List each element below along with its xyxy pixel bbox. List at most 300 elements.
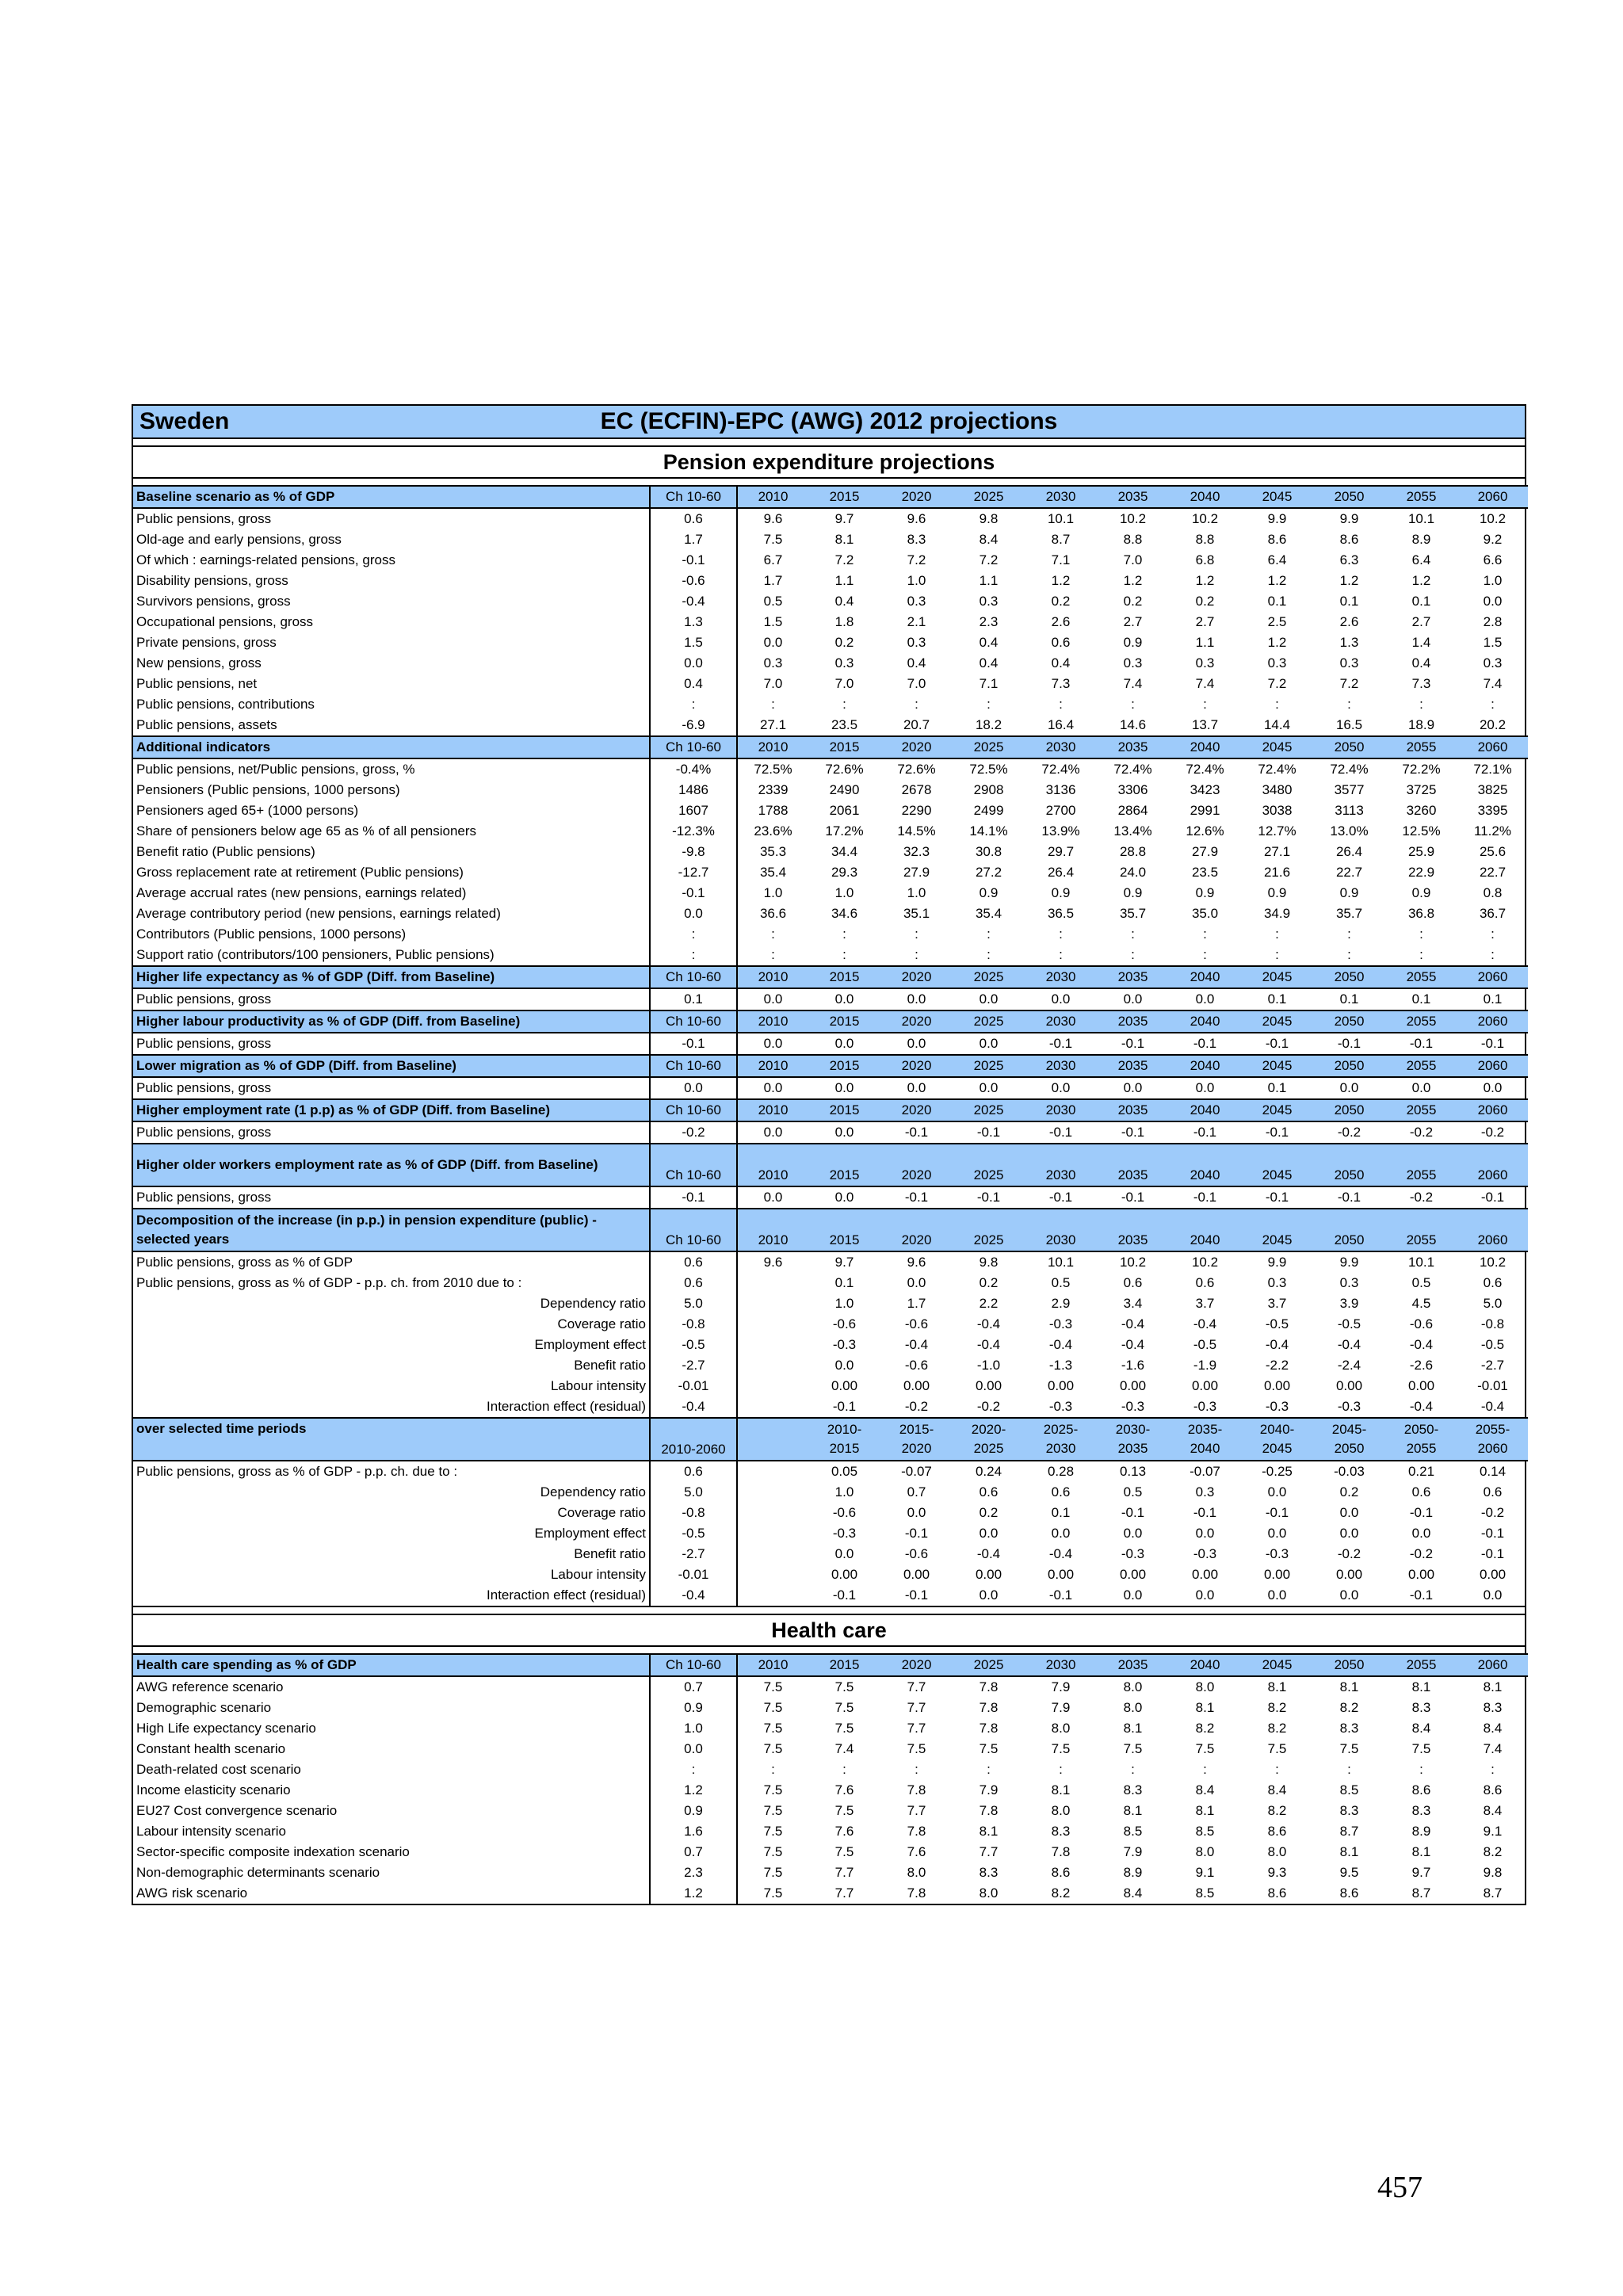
value-cell: 8.0 [1123, 1679, 1143, 1694]
table-row [133, 1862, 1528, 1883]
value-cell: 0.3 [1195, 1484, 1215, 1499]
value-cell: 8.3 [1483, 1700, 1503, 1715]
value-cell: 8.4 [1195, 1782, 1215, 1797]
row-label: Death-related cost scenario [133, 1759, 650, 1780]
value-cell: 7.9 [1051, 1679, 1071, 1694]
value-cell: 0.3 [907, 635, 926, 650]
value-cell: 7.5 [834, 1803, 854, 1818]
period-end: 2040 [1190, 1441, 1220, 1456]
section-title: Higher employment rate (1 p.p) as % of GDP (Diff. from Baseline) [133, 1099, 650, 1121]
value-cell: -0.2 [1409, 1190, 1434, 1205]
value-cell: 10.2 [1119, 511, 1147, 526]
period-start: 2020- [971, 1422, 1006, 1437]
row-label: Benefit ratio [133, 1355, 650, 1376]
value-cell: 7.5 [1267, 1741, 1287, 1756]
year-header: 2050 [1313, 1010, 1385, 1033]
period-end: 2020 [901, 1441, 932, 1456]
section-header-row [133, 1209, 1528, 1251]
value-cell: 8.4 [1483, 1721, 1503, 1736]
table-row [133, 1314, 1528, 1335]
value-cell: 0.8 [1483, 885, 1503, 900]
value-cell: 1.0 [834, 885, 854, 900]
value-cell: 9.3 [1267, 1865, 1287, 1880]
change-cell: -0.5 [650, 1523, 737, 1544]
year-header: 2020 [880, 1209, 953, 1251]
value-cell: 16.5 [1335, 717, 1363, 732]
change-cell: -0.1 [650, 1186, 737, 1209]
value-cell: -0.1 [1048, 1036, 1073, 1051]
year-header: 2035 [1097, 736, 1169, 758]
table-row [133, 1293, 1528, 1314]
value-cell [737, 1396, 808, 1418]
value-cell: : [1419, 1762, 1423, 1777]
change-cell: 1.6 [650, 1821, 737, 1842]
value-cell: 1.2 [1051, 573, 1071, 588]
value-cell: 0.2 [1339, 1484, 1359, 1499]
value-cell: 0.1 [1483, 991, 1503, 1007]
value-cell: 8.6 [1483, 1782, 1503, 1797]
value-cell: -0.4 [1409, 1337, 1434, 1352]
spacer [132, 1607, 1526, 1614]
value-cell: -0.3 [1193, 1399, 1217, 1414]
value-cell: 0.0 [1123, 1080, 1143, 1095]
year-header: 2040 [1169, 1209, 1241, 1251]
value-cell: 7.9 [1051, 1700, 1071, 1715]
year-header: 2015 [808, 966, 880, 988]
row-label: Disability pensions, gross [133, 571, 650, 591]
change-cell: 0.0 [650, 653, 737, 674]
row-label: Coverage ratio [133, 1314, 650, 1335]
value-cell: 9.1 [1195, 1865, 1215, 1880]
value-cell: 2290 [901, 803, 932, 818]
value-cell: 10.1 [1407, 511, 1435, 526]
value-cell: -0.1 [1337, 1036, 1361, 1051]
table-row [133, 612, 1528, 632]
value-cell: : [915, 947, 918, 962]
value-cell: 3.7 [1195, 1296, 1215, 1311]
change-cell: -12.3% [650, 821, 737, 842]
change-cell: -0.8 [650, 1503, 737, 1523]
value-cell: 7.8 [907, 1782, 926, 1797]
value-cell: 7.7 [979, 1844, 999, 1859]
value-cell: 0.00 [975, 1378, 1002, 1393]
value-cell: 7.4 [834, 1741, 854, 1756]
value-cell: 8.0 [1051, 1721, 1071, 1736]
value-cell: -0.4 [1121, 1337, 1145, 1352]
table-row [133, 904, 1528, 924]
value-cell: 2864 [1117, 803, 1148, 818]
value-cell: 1.3 [1339, 635, 1359, 650]
value-cell: : [987, 947, 991, 962]
value-cell: 0.0 [1483, 1080, 1503, 1095]
year-header: 2055 [1385, 486, 1457, 508]
value-cell: 0.5 [1411, 1275, 1431, 1290]
value-cell: 7.0 [1123, 552, 1143, 567]
value-cell: 3480 [1262, 782, 1293, 797]
value-cell: 17.2% [825, 823, 864, 839]
value-cell: : [1491, 697, 1495, 712]
value-cell: 7.0 [834, 676, 854, 691]
row-label: Contributors (Public pensions, 1000 persons) [133, 924, 650, 945]
value-cell: 0.00 [1191, 1378, 1219, 1393]
pension-heading: Pension expenditure projections [132, 445, 1526, 479]
table-row [133, 591, 1528, 612]
value-cell: -1.0 [976, 1358, 1001, 1373]
value-cell: : [842, 926, 846, 942]
value-cell: -0.1 [1337, 1190, 1361, 1205]
value-cell: : [1419, 697, 1423, 712]
value-cell: 8.7 [1411, 1885, 1431, 1901]
value-cell: 8.6 [1339, 532, 1359, 547]
value-cell: 72.6% [825, 762, 864, 777]
value-cell: 8.2 [1339, 1700, 1359, 1715]
value-cell: 8.3 [1339, 1803, 1359, 1818]
year-header: 2050 [1313, 1144, 1385, 1186]
year-header: 2030 [1025, 1099, 1097, 1121]
value-cell: 2061 [829, 803, 860, 818]
value-cell: 8.1 [1411, 1679, 1431, 1694]
value-cell: 8.4 [1411, 1721, 1431, 1736]
value-cell: : [1491, 947, 1495, 962]
value-cell: -0.1 [832, 1587, 857, 1603]
section-header-row [133, 1144, 1528, 1186]
value-cell: 3113 [1335, 803, 1364, 818]
value-cell: 2.2 [979, 1296, 999, 1311]
value-cell: 8.7 [1483, 1885, 1503, 1901]
value-cell [737, 1544, 808, 1564]
value-cell: 2.8 [1483, 614, 1503, 629]
period-end: 2055 [1406, 1441, 1437, 1456]
period-end: 2025 [973, 1441, 1004, 1456]
value-cell: -0.1 [1265, 1125, 1289, 1140]
row-label: Survivors pensions, gross [133, 591, 650, 612]
value-cell: 0.2 [979, 1275, 999, 1290]
value-cell: 7.0 [763, 676, 783, 691]
value-cell: 8.9 [1123, 1865, 1143, 1880]
value-cell: : [1419, 926, 1423, 942]
value-cell: 8.4 [1123, 1885, 1143, 1901]
period-end: 2030 [1045, 1441, 1076, 1456]
value-cell: -1.3 [1048, 1358, 1073, 1373]
year-header: 2015 [808, 736, 880, 758]
value-cell: -0.1 [1409, 1505, 1434, 1520]
year-header: 2040 [1169, 1055, 1241, 1077]
value-cell: 0.00 [1263, 1378, 1291, 1393]
change-cell: -9.8 [650, 842, 737, 862]
value-cell: 27.1 [1263, 844, 1291, 859]
value-cell: -0.3 [832, 1526, 857, 1541]
value-cell: 25.9 [1407, 844, 1435, 859]
value-cell: 0.0 [979, 991, 999, 1007]
value-cell: 9.7 [1411, 1865, 1431, 1880]
change-cell: -0.1 [650, 550, 737, 571]
value-cell: 2.7 [1123, 614, 1143, 629]
value-cell: 29.3 [831, 865, 858, 880]
value-cell: 8.1 [1195, 1803, 1215, 1818]
value-cell: 7.5 [834, 1721, 854, 1736]
table-row [133, 529, 1528, 550]
value-cell: 0.0 [1483, 594, 1503, 609]
value-cell: 8.6 [1267, 532, 1287, 547]
value-cell: 8.3 [1411, 1803, 1431, 1818]
value-cell: 1.2 [1267, 573, 1287, 588]
value-cell: 25.6 [1479, 844, 1507, 859]
value-cell: 10.1 [1407, 1255, 1435, 1270]
value-cell: 18.9 [1407, 717, 1435, 732]
row-label: Public pensions, gross [133, 1186, 650, 1209]
period-header [1169, 1418, 1241, 1461]
value-cell: 2678 [901, 782, 932, 797]
year-header: 2040 [1169, 1099, 1241, 1121]
year-header: 2020 [880, 1654, 953, 1676]
value-cell: 0.1 [1267, 991, 1287, 1007]
year-header: 2015 [808, 1055, 880, 1077]
period-header [880, 1418, 953, 1461]
title-bar [132, 404, 1526, 439]
value-cell: 7.5 [834, 1700, 854, 1715]
table-row [133, 1698, 1528, 1718]
value-cell: -2.6 [1409, 1358, 1434, 1373]
table-row [133, 508, 1528, 529]
value-cell: 1.5 [1483, 635, 1503, 650]
value-cell: 0.2 [1123, 594, 1143, 609]
value-cell: 0.4 [1051, 655, 1071, 670]
value-cell: 8.4 [1267, 1782, 1287, 1797]
table-row [133, 1780, 1528, 1801]
value-cell: 7.2 [979, 552, 999, 567]
value-cell: 0.3 [979, 594, 999, 609]
value-cell: 7.5 [763, 1803, 783, 1818]
value-cell: 7.5 [979, 1741, 999, 1756]
value-cell: -0.6 [832, 1505, 857, 1520]
value-cell: : [1203, 926, 1207, 942]
value-cell: : [1275, 947, 1279, 962]
year-header: 2030 [1025, 1055, 1097, 1077]
value-cell: 0.9 [1411, 885, 1431, 900]
value-cell: 7.5 [1051, 1741, 1071, 1756]
row-label: Support ratio (contributors/100 pensioners, Public pensions) [133, 945, 650, 966]
value-cell: 35.1 [903, 906, 930, 921]
year-header: 2060 [1457, 1654, 1528, 1676]
value-cell: 7.7 [907, 1679, 926, 1694]
value-cell: 8.2 [1051, 1885, 1071, 1901]
ch-header: Ch 10-60 [650, 1144, 737, 1186]
change-cell: 1.0 [650, 1718, 737, 1739]
value-cell: 8.1 [1267, 1679, 1287, 1694]
value-cell: 12.6% [1186, 823, 1224, 839]
table-row [133, 1523, 1528, 1544]
table-row [133, 1564, 1528, 1585]
year-header: 2050 [1313, 1099, 1385, 1121]
value-cell: : [1275, 1762, 1279, 1777]
value-cell: 0.00 [1263, 1567, 1291, 1582]
value-cell: 8.1 [1339, 1844, 1359, 1859]
value-cell: 0.0 [907, 1036, 926, 1051]
year-header: 2040 [1169, 736, 1241, 758]
value-cell: -0.1 [1121, 1125, 1145, 1140]
value-cell: 8.5 [1339, 1782, 1359, 1797]
change-cell: 1.5 [650, 632, 737, 653]
value-cell: 8.8 [1195, 532, 1215, 547]
value-cell: : [987, 697, 991, 712]
value-cell: 1.2 [1339, 573, 1359, 588]
value-cell: 0.0 [763, 1036, 783, 1051]
value-cell: 7.5 [763, 1679, 783, 1694]
value-cell: -0.6 [904, 1316, 929, 1331]
value-cell: -0.1 [1265, 1190, 1289, 1205]
value-cell: : [1275, 697, 1279, 712]
value-cell: 8.0 [1051, 1803, 1071, 1818]
value-cell: 7.8 [979, 1700, 999, 1715]
value-cell: 0.00 [1407, 1567, 1435, 1582]
value-cell: -0.6 [904, 1546, 929, 1561]
row-label: Interaction effect (residual) [133, 1585, 650, 1606]
value-cell: 36.6 [759, 906, 787, 921]
table-row [133, 924, 1528, 945]
row-label: AWG risk scenario [133, 1883, 650, 1904]
value-cell: 7.8 [979, 1803, 999, 1818]
row-label: Public pensions, gross as % of GDP - p.p. ch. due to : [133, 1461, 650, 1482]
value-cell: 0.1 [1411, 594, 1431, 609]
table-row [133, 1355, 1528, 1376]
value-cell: 10.1 [1047, 1255, 1075, 1270]
value-cell: 0.00 [1047, 1567, 1075, 1582]
value-cell: 7.4 [1483, 676, 1503, 691]
value-cell: -0.4 [1193, 1316, 1217, 1331]
value-cell: : [987, 926, 991, 942]
year-header: 2025 [953, 1144, 1025, 1186]
value-cell: 0.0 [763, 1080, 783, 1095]
value-cell: 0.00 [975, 1567, 1002, 1582]
value-cell: 0.00 [1335, 1567, 1363, 1582]
value-cell: 0.00 [1407, 1378, 1435, 1393]
row-label: Demographic scenario [133, 1698, 650, 1718]
value-cell: 0.9 [1123, 885, 1143, 900]
value-cell: -0.2 [1480, 1125, 1505, 1140]
value-cell: 0.1 [1051, 1505, 1071, 1520]
value-cell: 7.1 [1051, 552, 1071, 567]
value-cell: 7.5 [1339, 1741, 1359, 1756]
value-cell: : [842, 1762, 846, 1777]
value-cell: 7.5 [763, 1700, 783, 1715]
value-cell: 0.4 [1411, 655, 1431, 670]
value-cell: -1.9 [1193, 1358, 1217, 1373]
row-label: Coverage ratio [133, 1503, 650, 1523]
value-cell: -0.1 [904, 1587, 929, 1603]
year-header: 2050 [1313, 1055, 1385, 1077]
value-cell: 0.0 [1195, 991, 1215, 1007]
value-cell: 0.00 [831, 1378, 858, 1393]
value-cell: -0.1 [904, 1190, 929, 1205]
value-cell: -0.3 [1337, 1399, 1361, 1414]
period-end: 2015 [829, 1441, 860, 1456]
table-row [133, 715, 1528, 736]
value-cell: 0.0 [1339, 1587, 1359, 1603]
value-cell: 0.0 [907, 1275, 926, 1290]
value-cell: 0.3 [763, 655, 783, 670]
value-cell: -0.1 [1121, 1190, 1145, 1205]
value-cell: 1.0 [763, 885, 783, 900]
change-cell: 0.7 [650, 1676, 737, 1698]
country-name: Sweden [139, 408, 230, 434]
row-label: Average accrual rates (new pensions, earnings related) [133, 883, 650, 904]
value-cell: 72.4% [1041, 762, 1080, 777]
row-label: Occupational pensions, gross [133, 612, 650, 632]
year-header: 2025 [953, 1209, 1025, 1251]
table-row [133, 653, 1528, 674]
value-cell: 2.7 [1411, 614, 1431, 629]
value-cell: 0.9 [1195, 885, 1215, 900]
value-cell: 7.1 [979, 676, 999, 691]
value-cell: 16.4 [1047, 717, 1075, 732]
page-number: 457 [1377, 2171, 1423, 2204]
year-header: 2020 [880, 1144, 953, 1186]
value-cell: 0.3 [1339, 1275, 1359, 1290]
row-label: Employment effect [133, 1335, 650, 1355]
value-cell: 14.6 [1119, 717, 1147, 732]
row-label: Old-age and early pensions, gross [133, 529, 650, 550]
value-cell: 0.0 [834, 1036, 854, 1051]
value-cell: 0.9 [1267, 885, 1287, 900]
year-header: 2010 [737, 966, 808, 988]
value-cell [737, 1564, 808, 1585]
value-cell: 7.2 [1267, 676, 1287, 691]
value-cell: -0.1 [1480, 1546, 1505, 1561]
value-cell: 7.4 [1483, 1741, 1503, 1756]
value-cell: 0.0 [979, 1587, 999, 1603]
row-label: Employment effect [133, 1523, 650, 1544]
value-cell: 8.4 [979, 532, 999, 547]
projection-sheet [132, 404, 1526, 1905]
value-cell: 8.5 [1195, 1885, 1215, 1901]
period-end: 2045 [1262, 1441, 1293, 1456]
year-header: 2045 [1241, 1209, 1313, 1251]
value-cell: : [771, 947, 775, 962]
row-label: Public pensions, gross [133, 1077, 650, 1099]
value-cell: : [1059, 697, 1063, 712]
row-label: Benefit ratio (Public pensions) [133, 842, 650, 862]
period-start: 2040- [1259, 1422, 1295, 1437]
change-cell: -0.4% [650, 758, 737, 780]
table-row [133, 1503, 1528, 1523]
value-cell: 0.6 [1411, 1484, 1431, 1499]
row-label: Non-demographic determinants scenario [133, 1862, 650, 1883]
section-title: Higher life expectancy as % of GDP (Diff. from Baseline) [133, 966, 650, 988]
value-cell: 8.1 [1051, 1782, 1071, 1797]
change-cell: 2.3 [650, 1862, 737, 1883]
value-cell: -0.4 [976, 1316, 1001, 1331]
value-cell: 1.1 [1195, 635, 1215, 650]
table-row [133, 1739, 1528, 1759]
row-label: Public pensions, gross [133, 508, 650, 529]
table-row [133, 632, 1528, 653]
value-cell: 1.2 [1123, 573, 1143, 588]
change-cell: 0.6 [650, 508, 737, 529]
value-cell: 9.6 [763, 511, 783, 526]
year-header: 2020 [880, 736, 953, 758]
value-cell: 0.0 [1123, 1587, 1143, 1603]
value-cell: 0.14 [1479, 1464, 1507, 1479]
section-title: over selected time periods [133, 1418, 650, 1461]
value-cell: : [1275, 926, 1279, 942]
value-cell: 4.5 [1411, 1296, 1431, 1311]
value-cell: 8.5 [1195, 1824, 1215, 1839]
value-cell: 6.3 [1339, 552, 1359, 567]
table-row [133, 758, 1528, 780]
change-cell: 5.0 [650, 1482, 737, 1503]
value-cell: 7.5 [1411, 1741, 1431, 1756]
value-cell: 1.7 [907, 1296, 926, 1311]
